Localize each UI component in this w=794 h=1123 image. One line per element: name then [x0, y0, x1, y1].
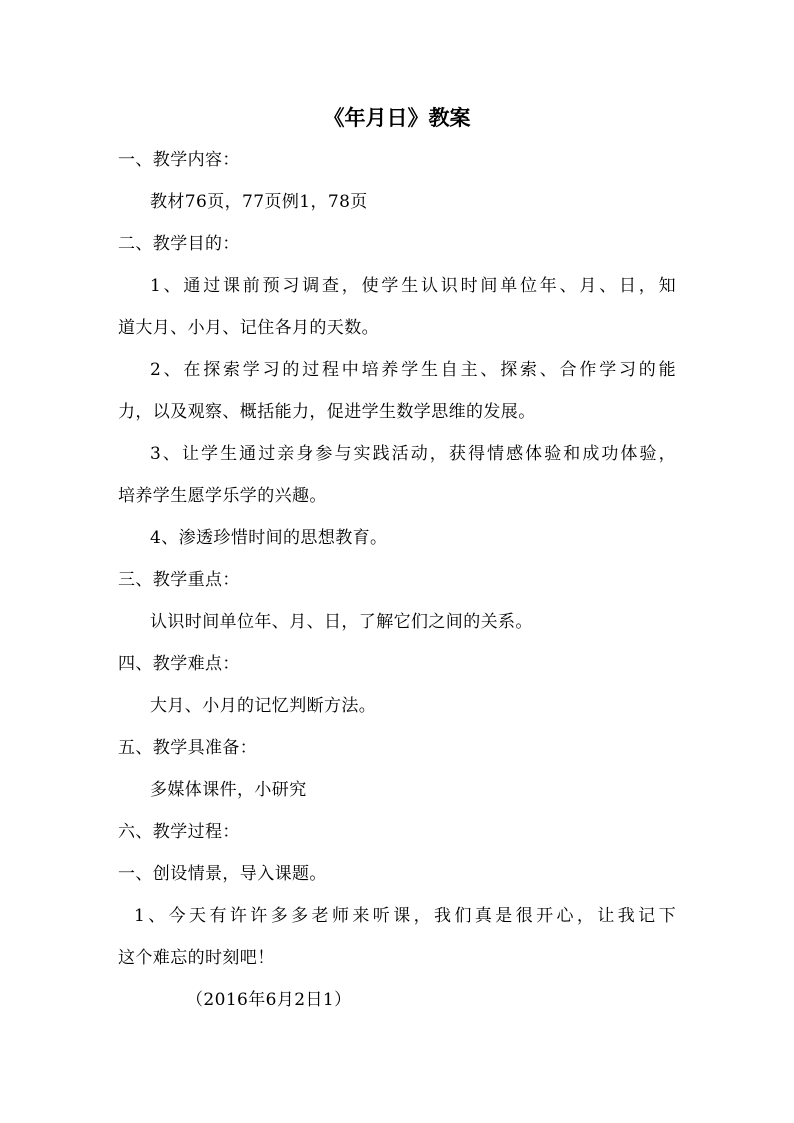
paragraph-line: 多媒体课件，小研究 — [150, 780, 307, 800]
subsection-heading: 一、创设情景，导入课题。 — [118, 864, 327, 884]
paragraph-line: 力，以及观察、概括能力，促进学生数学思维的发展。 — [118, 402, 536, 422]
paragraph-line: 3、让学生通过亲身参与实践活动，获得情感体验和成功体验， — [150, 444, 676, 464]
paragraph-line: 4、渗透珍惜时间的思想教育。 — [150, 528, 388, 548]
paragraph-line: 这个难忘的时刻吧！ — [118, 948, 275, 968]
paragraph-line: 2、在探索学习的过程中培养学生自主、探索、合作学习的能 — [150, 360, 676, 380]
paragraph-line: 道大月、小月、记住各月的天数。 — [118, 318, 379, 338]
date-note: （2016年6月2日1） — [186, 990, 352, 1010]
paragraph-line: 1、通过课前预习调查，使学生认识时间单位年、月、日，知 — [150, 276, 676, 296]
section-heading-objectives: 二、教学目的： — [118, 234, 240, 254]
paragraph-line: 培养学生愿学乐学的兴趣。 — [118, 486, 327, 506]
paragraph-line: 大月、小月的记忆判断方法。 — [150, 696, 377, 716]
paragraph-line: 教材76页，77页例1，78页 — [150, 192, 368, 212]
paragraph-line: 认识时间单位年、月、日，了解它们之间的关系。 — [150, 612, 533, 632]
section-heading-content: 一、教学内容： — [118, 150, 240, 170]
document-title: 《年月日》教案 — [323, 105, 471, 130]
section-heading-difficulties: 四、教学难点： — [118, 654, 240, 674]
section-heading-materials: 五、教学具准备： — [118, 738, 258, 758]
section-heading-key-points: 三、教学重点： — [118, 570, 240, 590]
paragraph-line: 1、今天有许许多多老师来听课，我们真是很开心，让我记下 — [134, 906, 676, 926]
section-heading-process: 六、教学过程： — [118, 822, 240, 842]
